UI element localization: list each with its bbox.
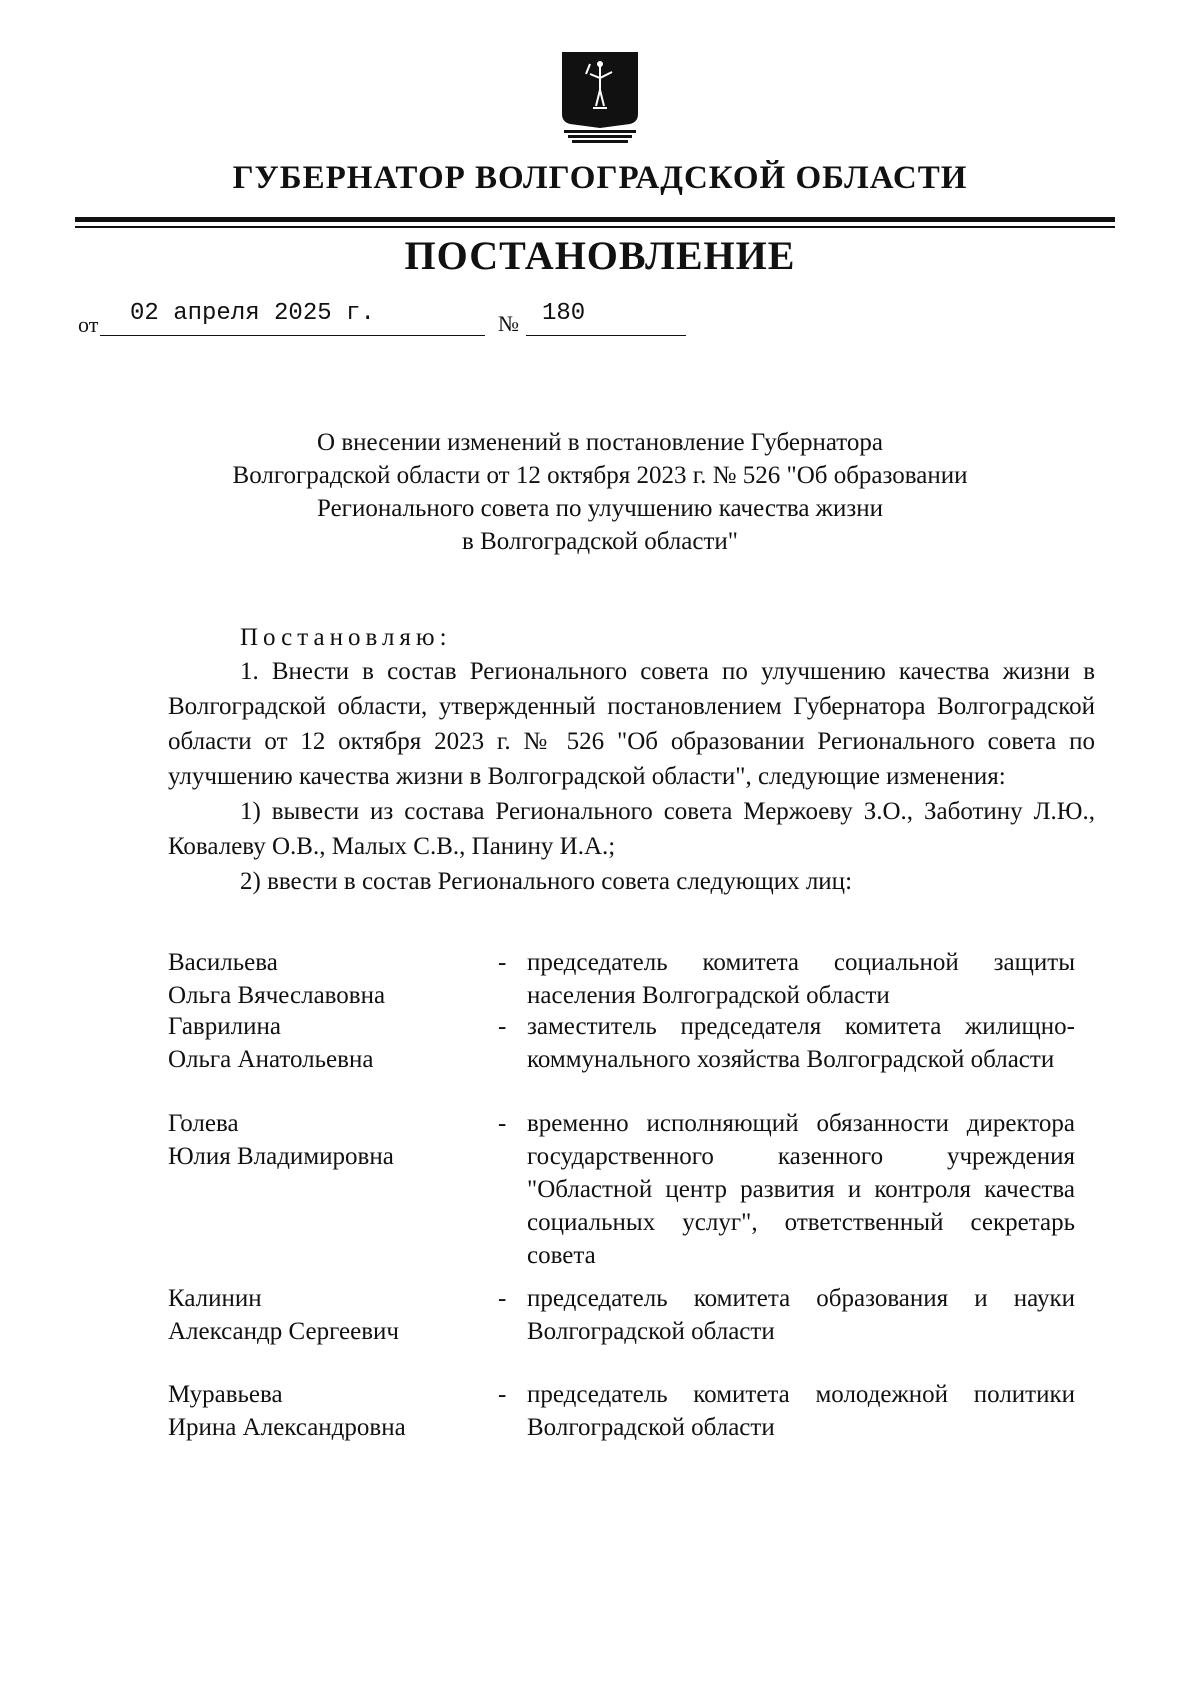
member-position [527, 1107, 1075, 1272]
number-prefix: № [498, 311, 519, 336]
resolve-heading: Постановляю: [240, 624, 452, 651]
member-dash: - [498, 1013, 507, 1040]
member-position [527, 1282, 1075, 1348]
coat-of-arms-emblem-icon [560, 50, 640, 147]
document-subject [140, 426, 1060, 558]
member-name [168, 1010, 478, 1076]
body-paragraph: 1) вывести из состава Регионального совета Мержоеву З.О., Заботину Л.Ю., Ковалеву О.В., Малых С.В., Панину И.А.; [168, 798, 1095, 860]
member-dash: - [498, 1381, 507, 1408]
member-position [527, 946, 1075, 1012]
member-name [168, 1282, 478, 1348]
subject-line: Регионального совета по улучшению качества жизни [317, 495, 883, 522]
member-surname: Васильева [168, 949, 278, 976]
member-position-text: председатель комитета социальной защиты населения Волгоградской области [527, 949, 1075, 1009]
member-position-text: председатель комитета молодежной политики Волгоградской области [527, 1381, 1075, 1441]
member-given-names: Ольга Анатольевна [168, 1046, 374, 1073]
date-prefix: от [78, 312, 99, 337]
member-dash: - [498, 1285, 507, 1312]
member-surname: Голева [168, 1110, 239, 1137]
member-position-text: председатель комитета образования и науки Волгоградской области [527, 1285, 1075, 1345]
member-surname: Гаврилина [168, 1013, 281, 1040]
member-given-names: Юлия Владимировна [168, 1143, 394, 1170]
member-dash: - [498, 1110, 507, 1137]
member-dash: - [498, 949, 507, 976]
member-name [168, 946, 478, 1012]
subject-line: О внесении изменений в постановление Губернатора [317, 429, 883, 456]
member-position-text: временно исполняющий обязанности директора государственного казенного учреждения "Областной центр развития и контроля качества социальных услуг", ответственный секретарь совета [527, 1110, 1075, 1269]
member-position [527, 1378, 1075, 1444]
member-given-names: Ольга Вячеславовна [168, 982, 386, 1009]
header-divider-thin [75, 226, 1115, 228]
document-body [168, 654, 1095, 899]
body-paragraph: 1. Внести в состав Регионального совета по улучшению качества жизни в Волгоградской области, утвержденный постановлением Губернатора Волгоградской области от 12 октября 2023 г. № 526 "Об образовании Регионального совета по улучшению качества жизни в Волгоградской области", следующие изменения: [168, 658, 1095, 790]
member-name [168, 1107, 478, 1173]
member-given-names: Ирина Александровна [168, 1414, 406, 1441]
member-name [168, 1378, 478, 1444]
subject-line: в Волгоградской области" [462, 528, 738, 555]
document-date: 02 апреля 2025 г. [100, 300, 485, 336]
document-type-title: ПОСТАНОВЛЕНИЕ [404, 233, 796, 278]
document-number: 180 [526, 300, 686, 336]
member-given-names: Александр Сергеевич [168, 1318, 399, 1345]
subject-line: Волгоградской области от 12 октября 2023 г. № 526 "Об образовании [232, 462, 968, 489]
body-paragraph: 2) ввести в состав Регионального совета следующих лиц: [240, 868, 853, 895]
header-divider-thick [75, 217, 1115, 222]
issuing-authority: ГУБЕРНАТОР ВОЛГОГРАДСКОЙ ОБЛАСТИ [232, 160, 968, 196]
member-surname: Калинин [168, 1285, 262, 1312]
member-surname: Муравьева [168, 1381, 283, 1408]
member-position [527, 1010, 1075, 1076]
member-position-text: заместитель председателя комитета жилищно-коммунального хозяйства Волгоградской области [527, 1013, 1075, 1073]
